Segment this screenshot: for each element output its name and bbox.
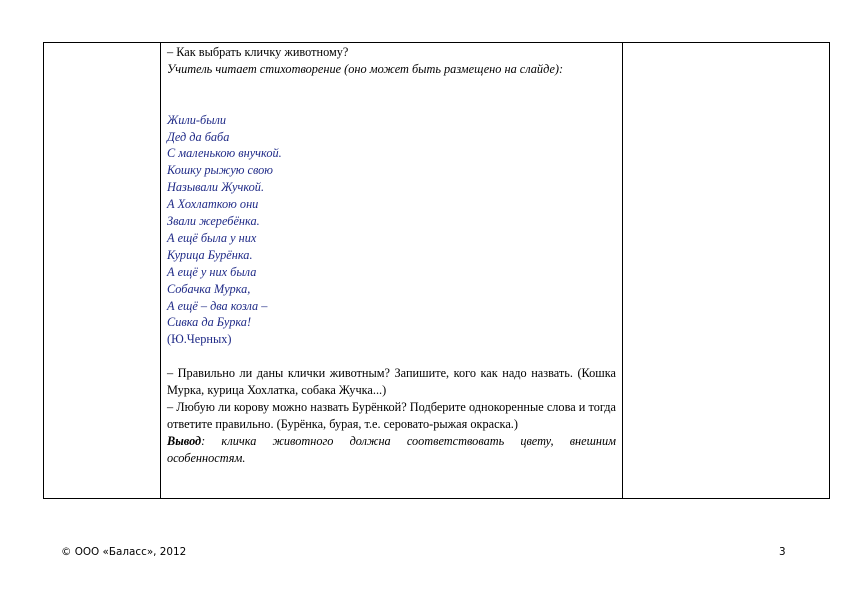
poem-line: А ещё у них была [167,264,257,279]
conclusion-paragraph [167,433,616,467]
poem-author: (Ю.Черных) [167,332,232,347]
poem-line: А ещё была у них [167,230,257,245]
left-column-cell [44,43,161,499]
task-paragraph: – Правильно ли даны клички животным? Запишите, кого как надо назвать. (Кошка Мурка, курица Хохлатка, собака Жучка...) [167,366,616,398]
poem-line: Звали жеребёнка. [167,214,260,229]
poem-line: Называли Жучкой. [167,180,265,195]
conclusion-label: Вывод [167,433,202,448]
blank-line [167,78,616,95]
table-row [44,43,830,499]
footer-copyright: © ООО «Баласс», 2012 [61,546,187,558]
blank-line [167,348,616,365]
lesson-content-cell [161,43,623,499]
poem-line: Дед да баба [167,129,230,144]
poem-line: Сивка да Бурка! [167,315,252,330]
blank-line [167,95,616,112]
lesson-content [161,43,622,467]
task-paragraph: – Любую ли корову можно назвать Бурёнкой? Подберите однокоренные слова и тогда ответите правильно. (Бурёнка, бурая, т.е. серовато-рыжая окраска.) [167,399,616,431]
lesson-table [43,42,830,499]
right-column-cell [623,43,830,499]
poem-line: А Хохлаткою они [167,197,259,212]
poem-line: С маленькою внучкой. [167,146,282,161]
teacher-instruction: Учитель читает стихотворение (оно может быть размещено на слайде): [167,61,564,76]
poem-line: Кошку рыжую свою [167,163,273,178]
poem-line: А ещё – два козла – [167,298,268,313]
poem-line: Жили-были [167,112,227,127]
page-number: 3 [779,546,786,558]
question-text: – Как выбрать кличку животному? [167,45,349,59]
poem-line: Собачка Мурка, [167,281,251,296]
poem-line: Курица Бурёнка. [167,247,253,262]
conclusion-text: : кличка животного должна соответствовать цвету, внешним особенностям. [167,433,616,465]
